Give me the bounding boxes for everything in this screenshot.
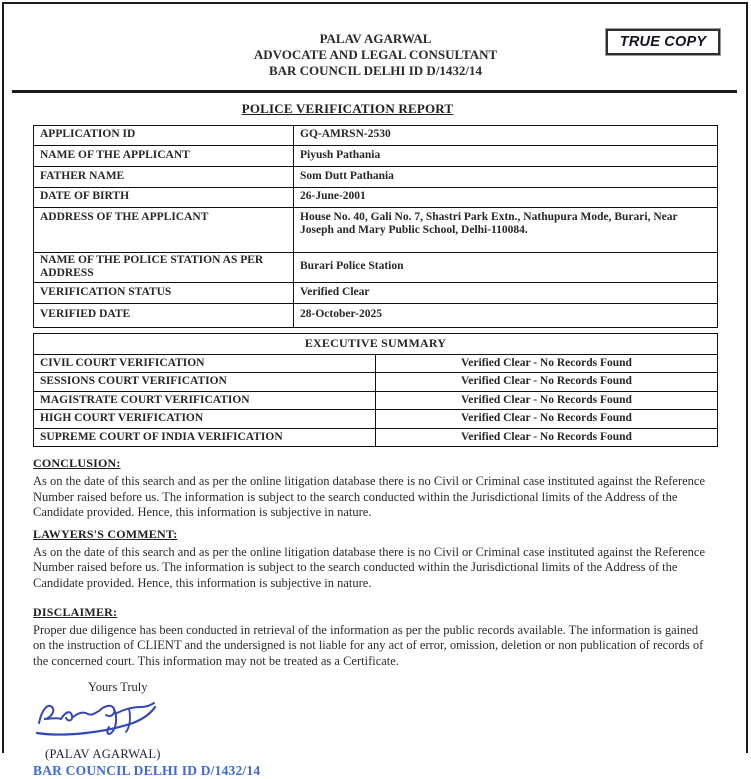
table-row xyxy=(34,166,718,187)
row-label: ADDRESS OF THE APPLICANT xyxy=(34,207,294,252)
advocate-name: PALAV AGARWAL xyxy=(319,31,432,46)
section-heading: DISCLAIMER: xyxy=(33,604,118,619)
row-value: Verified Clear - No Records Found xyxy=(376,373,718,392)
signatory-name: (PALAV AGARWAL) xyxy=(45,747,161,762)
row-value: Piyush Pathania xyxy=(294,145,718,166)
closing-salutation: Yours Truly xyxy=(88,680,148,695)
section-heading: LAWYERS'S COMMENT: xyxy=(33,526,178,541)
section-lawyers-comment xyxy=(33,527,718,592)
executive-summary-title: EXECUTIVE SUMMARY xyxy=(34,333,718,354)
table-row xyxy=(34,391,718,410)
header-divider-rule xyxy=(12,90,737,93)
row-label: MAGISTRATE COURT VERIFICATION xyxy=(34,391,376,410)
table-row xyxy=(34,125,718,145)
row-label: VERIFICATION STATUS xyxy=(34,282,294,303)
row-value: House No. 40, Gali No. 7, Shastri Park Extn., Nathupura Mode, Burari, Near Joseph and Mary Public School, Delhi-110084. xyxy=(294,207,718,252)
row-value: Verified Clear - No Records Found xyxy=(376,428,718,447)
table-row xyxy=(34,207,718,252)
row-label: NAME OF THE APPLICANT xyxy=(34,145,294,166)
executive-summary-header-row xyxy=(34,333,718,354)
row-label: HIGH COURT VERIFICATION xyxy=(34,410,376,429)
report-title-wrap xyxy=(5,100,690,118)
table-row xyxy=(34,145,718,166)
row-label: SUPREME COURT OF INDIA VERIFICATION xyxy=(34,428,376,447)
row-label: SESSIONS COURT VERIFICATION xyxy=(34,373,376,392)
table-row xyxy=(34,373,718,392)
table-row xyxy=(34,410,718,429)
true-copy-label: TRUE COPY xyxy=(619,34,707,50)
row-label: FATHER NAME xyxy=(34,166,294,187)
row-value: Burari Police Station xyxy=(294,252,718,282)
row-value: Verified Clear xyxy=(294,282,718,303)
row-label: CIVIL COURT VERIFICATION xyxy=(34,354,376,373)
bar-council-id: BAR COUNCIL DELHI ID D/1432/14 xyxy=(268,63,483,78)
applicant-details-table xyxy=(33,125,718,328)
advocate-designation: ADVOCATE AND LEGAL CONSULTANT xyxy=(253,47,498,62)
report-title: POLICE VERIFICATION REPORT xyxy=(241,100,454,116)
row-label: NAME OF THE POLICE STATION AS PER ADDRESS xyxy=(34,252,294,282)
handwritten-signature xyxy=(33,697,169,741)
row-label: DATE OF BIRTH xyxy=(34,187,294,207)
executive-summary-table xyxy=(33,333,718,448)
row-value: Verified Clear - No Records Found xyxy=(376,354,718,373)
row-value: GQ-AMRSN-2530 xyxy=(294,125,718,145)
table-row xyxy=(34,187,718,207)
section-body: As on the date of this search and as per the online litigation database there is no Civil or Criminal case instituted against the Reference Number raised before us. The information is subject to the search conducted within the Jurisdictional limits of the Address of the Candidate provided. Hence, this information is subjective in nature. xyxy=(33,544,706,590)
section-body: As on the date of this search and as per the online litigation database there is no Civil or Criminal case instituted against the Reference Number raised before us. The information is subject to the search conducted within the Jurisdictional limits of the Address of the Candidate provided. Hence, this information is subjective in nature. xyxy=(33,474,706,520)
table-row xyxy=(34,428,718,447)
letterhead xyxy=(33,0,718,79)
section-heading: CONCLUSION: xyxy=(33,456,121,470)
section-disclaimer xyxy=(33,605,718,670)
row-value: 28-October-2025 xyxy=(294,303,718,327)
section-conclusion xyxy=(33,456,718,521)
row-value: Verified Clear - No Records Found xyxy=(376,410,718,429)
row-value: 26-June-2001 xyxy=(294,187,718,207)
table-row xyxy=(34,282,718,303)
row-value: Verified Clear - No Records Found xyxy=(376,391,718,410)
row-label: APPLICATION ID xyxy=(34,125,294,145)
section-body: Proper due diligence has been conducted in retrieval of the information as per the public records available. The information is gained on the instruction of CLIENT and the undersigned is not liable for any act of error, omission, deletion or non publication of records of the concerned court. This information may not be treated as a Certificate. xyxy=(33,622,704,668)
table-row xyxy=(34,252,718,282)
row-label: VERIFIED DATE xyxy=(34,303,294,327)
table-row xyxy=(34,354,718,373)
bar-council-footer-line: BAR COUNCIL DELHI ID D/1432/14 xyxy=(33,763,261,779)
row-value: Som Dutt Pathania xyxy=(294,166,718,187)
table-row xyxy=(34,303,718,327)
